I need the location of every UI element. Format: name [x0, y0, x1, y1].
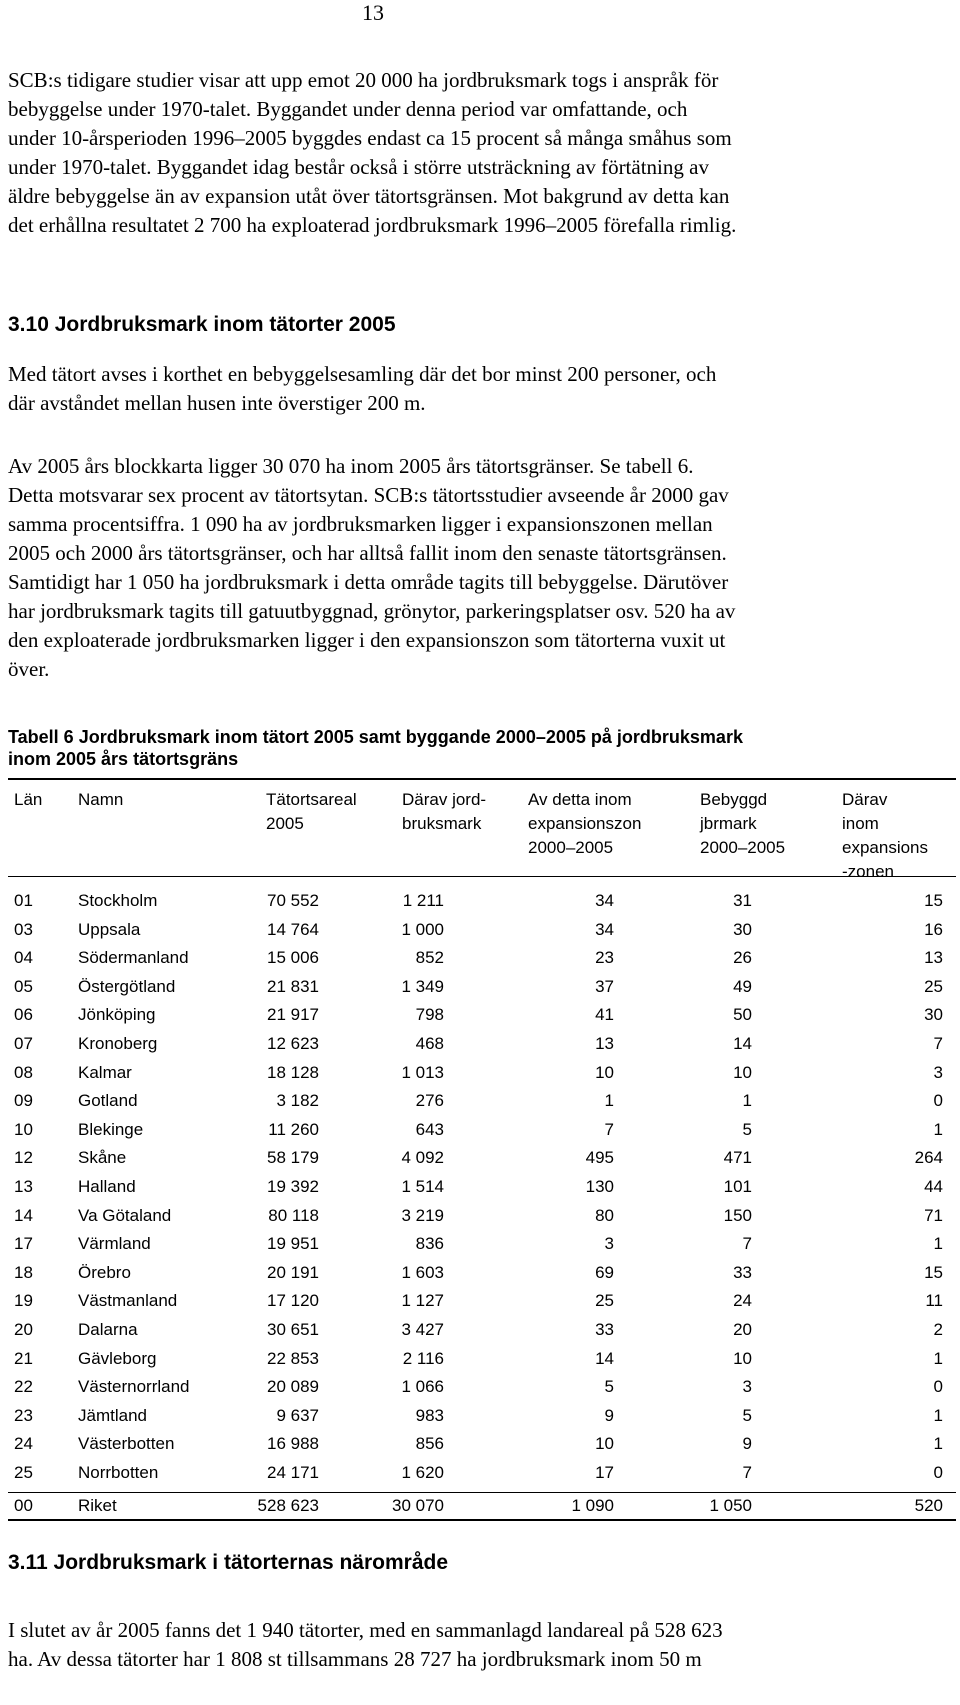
table-row — [8, 1087, 956, 1116]
cell-darav-inom: 2 — [933, 1319, 943, 1339]
cell-darav-inom: 1 — [933, 1348, 943, 1368]
cell-tatortsareal: 22 853 — [267, 1348, 319, 1368]
text-line: SCB:s tidigare studier visar att upp emot 20 000 ha jordbruksmark togs i anspråk för — [8, 68, 719, 92]
text-line: äldre bebyggelse än av expansion utåt över tätortsgränsen. Mot bakgrund av detta kan — [8, 184, 730, 208]
cell-lan: 13 — [14, 1176, 33, 1196]
cell-darav-jordbruksmark: 983 — [415, 1405, 444, 1425]
cell-darav-inom: 264 — [914, 1148, 943, 1168]
cell-tatortsareal: 19 951 — [267, 1234, 319, 1254]
cell-namn: Västernorrland — [78, 1377, 190, 1397]
cell-darav-inom: 25 — [924, 976, 943, 996]
cell-namn: Kronoberg — [78, 1033, 158, 1053]
cell-bebyggd: 31 — [733, 891, 752, 910]
cell-lan: 07 — [14, 1033, 33, 1053]
header-namn: Namn — [78, 790, 124, 809]
cell-lan: 25 — [14, 1462, 33, 1482]
cell-expansionszon: 69 — [595, 1262, 614, 1282]
cell-bebyggd: 101 — [723, 1176, 752, 1196]
text-line: Av 2005 års blockkarta ligger 30 070 ha inom 2005 års tätortsgränser. Se tabell 6. — [8, 454, 694, 478]
cell-tatortsareal: 20 191 — [267, 1262, 319, 1282]
cell-lan: 04 — [14, 948, 33, 968]
cell-expansionszon: 7 — [604, 1119, 614, 1139]
cell-expansionszon: 495 — [585, 1148, 614, 1168]
text-line: under 10-årsperioden 1996–2005 byggdes endast ca 15 procent så många småhus som — [8, 126, 732, 150]
cell-darav-jordbruksmark: 1 349 — [401, 976, 444, 996]
cell-tatortsareal: 21 917 — [267, 1005, 319, 1025]
cell-darav-jordbruksmark: 2 116 — [402, 1348, 444, 1368]
cell-bebyggd: 14 — [733, 1033, 752, 1053]
cell-tatortsareal: 3 182 — [276, 1091, 319, 1111]
cell-bebyggd: 5 — [742, 1405, 752, 1425]
header-tatortsareal: Tätortsareal 2005 — [266, 790, 357, 833]
cell-namn: Västmanland — [78, 1291, 178, 1311]
cell-bebyggd: 1 050 — [709, 1496, 752, 1516]
cell-expansionszon: 5 — [604, 1377, 614, 1397]
cell-namn: Gävleborg — [78, 1348, 157, 1368]
cell-lan: 05 — [14, 976, 33, 996]
table-header — [8, 780, 956, 881]
cell-tatortsareal: 15 006 — [267, 948, 319, 968]
table-row — [8, 1259, 956, 1288]
cell-lan: 18 — [14, 1262, 33, 1282]
cell-bebyggd: 49 — [733, 976, 752, 996]
table-row — [8, 1202, 956, 1231]
table-row — [8, 973, 956, 1002]
cell-darav-inom: 15 — [924, 1262, 943, 1282]
cell-lan: 00 — [14, 1496, 33, 1516]
cell-expansionszon: 1 090 — [571, 1496, 614, 1516]
section-heading-3-11: 3.11 Jordbruksmark i tätorternas närområde — [8, 1551, 449, 1574]
caption-line: Tabell 6 Jordbruksmark inom tätort 2005 samt byggande 2000–2005 på jordbruksmark — [8, 727, 743, 747]
cell-bebyggd: 1 — [742, 1091, 752, 1111]
cell-bebyggd: 50 — [733, 1005, 752, 1025]
cell-expansionszon: 1 — [604, 1091, 614, 1111]
table-row — [8, 1402, 956, 1431]
cell-expansionszon: 41 — [595, 1005, 614, 1025]
intro-paragraph — [8, 66, 948, 240]
cell-darav-inom: 1 — [933, 1405, 943, 1425]
cell-darav-inom: 0 — [933, 1462, 943, 1482]
table-row — [8, 1230, 956, 1259]
cell-lan: 22 — [14, 1377, 33, 1397]
cell-expansionszon: 10 — [595, 1062, 614, 1082]
cell-namn: Norrbotten — [78, 1462, 159, 1482]
cell-bebyggd: 26 — [733, 948, 752, 968]
cell-darav-jordbruksmark: 1 211 — [402, 891, 444, 910]
table-row — [8, 1030, 956, 1059]
cell-darav-inom: 520 — [914, 1496, 943, 1516]
table-row — [8, 1059, 956, 1088]
section-heading-3-10: 3.10 Jordbruksmark inom tätorter 2005 — [8, 313, 396, 336]
table-row — [8, 1345, 956, 1374]
cell-namn: Va Götaland — [78, 1205, 172, 1225]
cell-namn: Västerbotten — [78, 1434, 175, 1454]
cell-darav-inom: 71 — [924, 1205, 943, 1225]
cell-expansionszon: 34 — [595, 891, 614, 910]
cell-namn: Riket — [78, 1496, 117, 1516]
section-3-11-paragraph — [8, 1616, 948, 1674]
cell-darav-jordbruksmark: 3 427 — [401, 1319, 444, 1339]
cell-bebyggd: 9 — [742, 1434, 752, 1454]
text-line: den exploaterade jordbruksmarken ligger i den expansionszon som tätorterna vuxit ut — [8, 628, 726, 652]
caption-line: inom 2005 års tätortsgräns — [8, 749, 239, 769]
cell-lan: 09 — [14, 1091, 33, 1111]
cell-expansionszon: 25 — [595, 1291, 614, 1311]
cell-expansionszon: 17 — [595, 1462, 614, 1482]
cell-tatortsareal: 17 120 — [267, 1291, 319, 1311]
table-total-row — [8, 1492, 956, 1519]
cell-bebyggd: 10 — [733, 1062, 752, 1082]
text-line: över. — [8, 657, 50, 681]
cell-lan: 19 — [14, 1291, 33, 1311]
cell-tatortsareal: 80 118 — [268, 1205, 319, 1225]
cell-expansionszon: 33 — [595, 1319, 614, 1339]
cell-tatortsareal: 14 764 — [267, 919, 319, 939]
table-row — [8, 916, 956, 945]
cell-bebyggd: 7 — [742, 1462, 752, 1482]
text-line: Med tätort avses i korthet en bebyggelsesamling där det bor minst 200 personer, och — [8, 362, 717, 386]
cell-bebyggd: 30 — [733, 919, 752, 939]
cell-lan: 14 — [14, 1205, 33, 1225]
cell-namn: Kalmar — [78, 1062, 132, 1082]
table-row — [8, 1144, 956, 1173]
cell-bebyggd: 150 — [723, 1205, 752, 1225]
cell-darav-jordbruksmark: 1 603 — [401, 1262, 444, 1282]
cell-darav-inom: 15 — [924, 891, 943, 910]
cell-tatortsareal: 528 623 — [257, 1496, 319, 1516]
cell-namn: Skåne — [78, 1148, 127, 1168]
text-line: I slutet av år 2005 fanns det 1 940 tätorter, med en sammanlagd landareal på 528 623 — [8, 1618, 723, 1642]
section-3-10-paragraph-1 — [8, 360, 948, 418]
cell-tatortsareal: 70 552 — [267, 891, 319, 910]
text-line: där avståndet mellan husen inte överstiger 200 m. — [8, 391, 426, 415]
cell-tatortsareal: 11 260 — [268, 1119, 319, 1139]
table-row — [8, 944, 956, 973]
cell-tatortsareal: 9 637 — [276, 1405, 319, 1425]
cell-namn: Södermanland — [78, 948, 189, 968]
table-row — [8, 1173, 956, 1202]
cell-lan: 21 — [14, 1348, 33, 1368]
cell-expansionszon: 3 — [604, 1234, 614, 1254]
cell-bebyggd: 7 — [742, 1234, 752, 1254]
text-line: 2005 och 2000 års tätortsgränser, och har alltså fallit inom den senaste tätortsgränsen. — [8, 541, 727, 565]
cell-expansionszon: 80 — [595, 1205, 614, 1225]
table-row — [8, 1430, 956, 1459]
cell-tatortsareal: 16 988 — [267, 1434, 319, 1454]
cell-darav-inom: 1 — [933, 1434, 943, 1454]
cell-namn: Örebro — [78, 1262, 131, 1282]
section-3-10-paragraph-2 — [8, 452, 948, 684]
cell-darav-inom: 16 — [924, 919, 943, 939]
cell-darav-jordbruksmark: 276 — [415, 1091, 444, 1111]
cell-expansionszon: 9 — [604, 1405, 614, 1425]
cell-bebyggd: 3 — [742, 1377, 752, 1397]
cell-expansionszon: 23 — [595, 948, 614, 968]
cell-tatortsareal: 21 831 — [267, 976, 319, 996]
cell-darav-jordbruksmark: 1 000 — [401, 919, 444, 939]
table-row — [8, 1459, 956, 1488]
cell-darav-jordbruksmark: 836 — [415, 1234, 444, 1254]
text-line: ha. Av dessa tätorter har 1 808 st tillsammans 28 727 ha jordbruksmark inom 50 m — [8, 1647, 702, 1671]
header-av-detta-inom-expansionszon: Av detta inom expansionszon 2000–2005 — [528, 790, 642, 857]
header-lan: Län — [14, 790, 43, 809]
cell-tatortsareal: 24 171 — [267, 1462, 319, 1482]
cell-namn: Värmland — [78, 1234, 151, 1254]
cell-darav-jordbruksmark: 30 070 — [392, 1496, 444, 1516]
cell-expansionszon: 130 — [585, 1176, 614, 1196]
cell-lan: 12 — [14, 1148, 33, 1168]
text-line: bebyggelse under 1970-talet. Byggandet under denna period var omfattande, och — [8, 97, 688, 121]
text-line: Detta motsvarar sex procent av tätortsytan. SCB:s tätortsstudier avseende år 2000 gav — [8, 483, 729, 507]
cell-lan: 17 — [14, 1234, 33, 1254]
text-line: under 1970-talet. Byggandet idag består också i större utsträckning av förtätning av — [8, 155, 709, 179]
cell-namn: Uppsala — [78, 919, 141, 939]
cell-darav-jordbruksmark: 852 — [415, 948, 444, 968]
cell-darav-jordbruksmark: 798 — [415, 1005, 444, 1025]
cell-tatortsareal: 20 089 — [267, 1377, 319, 1397]
cell-expansionszon: 37 — [595, 976, 614, 996]
cell-bebyggd: 10 — [733, 1348, 752, 1368]
text-line: Samtidigt har 1 050 ha jordbruksmark i detta område tagits till bebyggelse. Därutöver — [8, 570, 729, 594]
cell-namn: Dalarna — [78, 1319, 138, 1339]
cell-tatortsareal: 58 179 — [267, 1148, 319, 1168]
table-row — [8, 1287, 956, 1316]
cell-namn: Östergötland — [78, 976, 176, 996]
cell-darav-jordbruksmark: 1 620 — [401, 1462, 444, 1482]
cell-darav-inom: 7 — [933, 1033, 943, 1053]
cell-darav-inom: 44 — [924, 1176, 943, 1196]
cell-darav-inom: 3 — [933, 1062, 943, 1082]
cell-darav-jordbruksmark: 1 514 — [401, 1176, 444, 1196]
header-darav-inom-expansionszonen: Därav inom expansions -zonen — [842, 790, 929, 881]
table-row — [8, 1116, 956, 1145]
cell-expansionszon: 14 — [595, 1348, 614, 1368]
cell-darav-inom: 1 — [933, 1119, 943, 1139]
cell-darav-jordbruksmark: 4 092 — [401, 1148, 444, 1168]
cell-tatortsareal: 30 651 — [267, 1319, 319, 1339]
cell-bebyggd: 5 — [742, 1119, 752, 1139]
cell-lan: 20 — [14, 1319, 33, 1339]
cell-darav-jordbruksmark: 643 — [415, 1119, 444, 1139]
table-row — [8, 1316, 956, 1345]
cell-namn: Halland — [78, 1176, 136, 1196]
text-line: samma procentsiffra. 1 090 ha av jordbruksmarken ligger i expansionszonen mellan — [8, 512, 713, 536]
table-row — [8, 1001, 956, 1030]
cell-darav-inom: 0 — [933, 1091, 943, 1111]
cell-darav-inom: 11 — [925, 1291, 943, 1311]
cell-bebyggd: 471 — [723, 1148, 752, 1168]
cell-lan: 03 — [14, 919, 33, 939]
cell-darav-inom: 1 — [933, 1234, 943, 1254]
header-bebyggd-jbrmark: Bebyggd jbrmark 2000–2005 — [700, 790, 786, 857]
cell-darav-jordbruksmark: 1 013 — [401, 1062, 444, 1082]
cell-expansionszon: 10 — [595, 1434, 614, 1454]
cell-bebyggd: 24 — [733, 1291, 752, 1311]
cell-darav-inom: 13 — [924, 948, 943, 968]
cell-lan: 08 — [14, 1062, 33, 1082]
cell-namn: Stockholm — [78, 891, 158, 910]
cell-namn: Blekinge — [78, 1119, 144, 1139]
cell-darav-jordbruksmark: 1 066 — [401, 1377, 444, 1397]
table-row — [8, 1373, 956, 1402]
cell-darav-jordbruksmark: 468 — [415, 1033, 444, 1053]
cell-darav-jordbruksmark: 856 — [415, 1434, 444, 1454]
cell-namn: Gotland — [78, 1091, 138, 1111]
cell-lan: 24 — [14, 1434, 33, 1454]
text-line: det erhållna resultatet 2 700 ha exploaterad jordbruksmark 1996–2005 förefalla rimlig. — [8, 213, 737, 237]
cell-lan: 06 — [14, 1005, 33, 1025]
cell-darav-jordbruksmark: 1 127 — [401, 1291, 444, 1311]
table-row — [8, 887, 956, 916]
cell-bebyggd: 20 — [733, 1319, 752, 1339]
header-darav-jordbruksmark: Därav jord- bruksmark — [402, 790, 487, 833]
cell-namn: Jämtland — [78, 1405, 147, 1425]
cell-tatortsareal: 12 623 — [267, 1033, 319, 1053]
cell-lan: 01 — [14, 891, 33, 910]
cell-expansionszon: 13 — [595, 1033, 614, 1053]
text-line: har jordbruksmark tagits till gatuutbyggnad, grönytor, parkeringsplatser osv. 520 ha av — [8, 599, 736, 623]
table-body — [8, 877, 956, 1491]
cell-lan: 23 — [14, 1405, 33, 1425]
cell-expansionszon: 34 — [595, 919, 614, 939]
data-table — [8, 778, 956, 1521]
cell-tatortsareal: 19 392 — [267, 1176, 319, 1196]
cell-bebyggd: 33 — [733, 1262, 752, 1282]
cell-lan: 10 — [14, 1119, 33, 1139]
cell-darav-jordbruksmark: 3 219 — [401, 1205, 444, 1225]
cell-darav-inom: 30 — [924, 1005, 943, 1025]
cell-darav-inom: 0 — [933, 1377, 943, 1397]
table-caption — [8, 726, 743, 770]
cell-namn: Jönköping — [78, 1005, 156, 1025]
page-number: 13 — [362, 0, 384, 25]
cell-tatortsareal: 18 128 — [267, 1062, 319, 1082]
